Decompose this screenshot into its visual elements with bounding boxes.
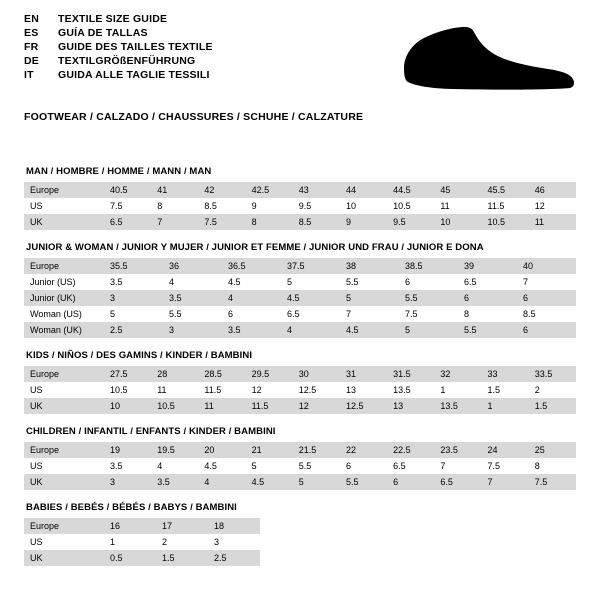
cell: 7 — [482, 474, 529, 490]
cell: 24 — [482, 442, 529, 458]
cell: 30 — [293, 366, 340, 382]
cell: 10.5 — [482, 214, 529, 230]
cell: 8 — [246, 214, 293, 230]
table-row — [24, 534, 260, 550]
cell: 9.5 — [387, 214, 434, 230]
table-row — [24, 382, 576, 398]
cell: 10.5 — [151, 398, 198, 414]
row-label: Woman (US) — [24, 306, 104, 322]
table-row — [24, 458, 576, 474]
cell: 13.5 — [434, 398, 481, 414]
row-label: UK — [24, 474, 104, 490]
cell: 5.5 — [163, 306, 222, 322]
cell: 13.5 — [387, 382, 434, 398]
cell: 3 — [104, 290, 163, 306]
cell: 4 — [281, 322, 340, 338]
cell: 3.5 — [151, 474, 198, 490]
size-table-body — [24, 518, 260, 566]
row-label: UK — [24, 550, 104, 566]
language-row — [24, 14, 213, 28]
cell: 13 — [340, 382, 387, 398]
cell: 46 — [529, 182, 576, 198]
cell: 9 — [340, 214, 387, 230]
cell: 45 — [434, 182, 481, 198]
row-label: US — [24, 458, 104, 474]
cell: 8 — [529, 458, 576, 474]
row-label: Woman (UK) — [24, 322, 104, 338]
cell: 29.5 — [246, 366, 293, 382]
cell: 5 — [340, 290, 399, 306]
section-babies — [24, 502, 576, 566]
cell: 7 — [340, 306, 399, 322]
cell: 19 — [104, 442, 151, 458]
cell: 12 — [246, 382, 293, 398]
cell: 38 — [340, 258, 399, 274]
cell: 21.5 — [293, 442, 340, 458]
cell: 4.5 — [281, 290, 340, 306]
cell: 3 — [208, 534, 260, 550]
cell: 11 — [198, 398, 245, 414]
cell: 2.5 — [208, 550, 260, 566]
cell: 10 — [434, 214, 481, 230]
row-label: Europe — [24, 518, 104, 534]
cell: 5.5 — [458, 322, 517, 338]
cell: 5 — [104, 306, 163, 322]
cell: 8.5 — [517, 306, 576, 322]
cell: 31 — [340, 366, 387, 382]
cell: 4.5 — [340, 322, 399, 338]
cell: 9.5 — [293, 198, 340, 214]
cell: 6 — [340, 458, 387, 474]
cell: 3.5 — [104, 458, 151, 474]
cell: 5.5 — [399, 290, 458, 306]
language-title: GUIDE DES TAILLES TEXTILE — [58, 41, 213, 53]
cell: 25 — [529, 442, 576, 458]
cell: 4 — [163, 274, 222, 290]
size-table-body — [24, 442, 576, 490]
cell: 8.5 — [293, 214, 340, 230]
table-row — [24, 214, 576, 230]
cell: 9 — [246, 198, 293, 214]
cell: 3.5 — [222, 322, 281, 338]
cell: 39 — [458, 258, 517, 274]
document-header — [0, 0, 600, 123]
cell: 1 — [434, 382, 481, 398]
cell: 31.5 — [387, 366, 434, 382]
cell: 1.5 — [529, 398, 576, 414]
cell: 12.5 — [293, 382, 340, 398]
language-title: TEXTILGRÖßENFÜHRUNG — [58, 55, 196, 67]
language-code: ES — [24, 27, 39, 39]
table-row — [24, 198, 576, 214]
cell: 3.5 — [104, 274, 163, 290]
section-man — [24, 166, 576, 230]
row-label: Europe — [24, 442, 104, 458]
cell: 10 — [104, 398, 151, 414]
cell: 36 — [163, 258, 222, 274]
cell: 6 — [517, 290, 576, 306]
cell: 10 — [340, 198, 387, 214]
size-table-man — [24, 182, 576, 230]
section-title: JUNIOR & WOMAN / JUNIOR Y MUJER / JUNIOR ET FEMME / JUNIOR UND FRAU / JUNIOR E DONA — [26, 242, 484, 253]
size-table-children — [24, 442, 576, 490]
cell: 40 — [517, 258, 576, 274]
cell: 11 — [434, 198, 481, 214]
cell: 27.5 — [104, 366, 151, 382]
cell: 20 — [198, 442, 245, 458]
cell: 33.5 — [529, 366, 576, 382]
row-label: UK — [24, 214, 104, 230]
cell: 44.5 — [387, 182, 434, 198]
cell: 1.5 — [482, 382, 529, 398]
row-label: Europe — [24, 258, 104, 274]
cell: 8 — [458, 306, 517, 322]
language-row — [24, 28, 213, 42]
cell: 6.5 — [458, 274, 517, 290]
cell: 3.5 — [163, 290, 222, 306]
section-title: CHILDREN / INFANTIL / ENFANTS / KINDER / BAMBINI — [26, 426, 276, 437]
cell: 0.5 — [104, 550, 156, 566]
cell: 17 — [156, 518, 208, 534]
cell: 7.5 — [198, 214, 245, 230]
language-title-list-body — [24, 14, 213, 84]
section-children — [24, 426, 576, 490]
cell: 41 — [151, 182, 198, 198]
size-table-kids — [24, 366, 576, 414]
cell: 4.5 — [198, 458, 245, 474]
language-row — [24, 42, 213, 56]
table-row — [24, 182, 576, 198]
cell: 11.5 — [482, 198, 529, 214]
cell: 19.5 — [151, 442, 198, 458]
table-row — [24, 366, 576, 382]
cell: 28.5 — [198, 366, 245, 382]
table-row — [24, 258, 576, 274]
language-title: TEXTILE SIZE GUIDE — [58, 13, 168, 25]
cell: 7 — [151, 214, 198, 230]
language-title: GUIDA ALLE TAGLIE TESSILI — [58, 69, 210, 81]
table-row — [24, 290, 576, 306]
cell: 7.5 — [529, 474, 576, 490]
section-title: KIDS / NIÑOS / DES GAMINS / KINDER / BAMBINI — [26, 350, 253, 361]
cell: 6.5 — [434, 474, 481, 490]
size-tables — [24, 166, 576, 578]
size-table-body — [24, 182, 576, 230]
cell: 44 — [340, 182, 387, 198]
size-table-body — [24, 366, 576, 414]
cell: 16 — [104, 518, 156, 534]
table-row — [24, 398, 576, 414]
cell: 4 — [151, 458, 198, 474]
cell: 36.5 — [222, 258, 281, 274]
cell: 7.5 — [399, 306, 458, 322]
section-kids — [24, 350, 576, 414]
row-label: Junior (UK) — [24, 290, 104, 306]
cell: 1 — [104, 534, 156, 550]
cell: 4.5 — [246, 474, 293, 490]
cell: 7 — [517, 274, 576, 290]
cell: 43 — [293, 182, 340, 198]
cell: 32 — [434, 366, 481, 382]
language-title-list — [24, 14, 213, 84]
section-title: MAN / HOMBRE / HOMME / MANN / MAN — [26, 166, 212, 177]
cell: 5.5 — [293, 458, 340, 474]
language-code: IT — [24, 69, 34, 81]
cell: 22 — [340, 442, 387, 458]
cell: 12 — [293, 398, 340, 414]
cell: 5 — [246, 458, 293, 474]
size-table-junior-woman — [24, 258, 576, 338]
cell: 4 — [198, 474, 245, 490]
language-code: DE — [24, 55, 39, 67]
cell: 5 — [293, 474, 340, 490]
cell: 7 — [434, 458, 481, 474]
table-row — [24, 442, 576, 458]
table-row — [24, 550, 260, 566]
cell: 11 — [529, 214, 576, 230]
cell: 4.5 — [222, 274, 281, 290]
cell: 1 — [482, 398, 529, 414]
row-label: US — [24, 382, 104, 398]
cell: 7.5 — [482, 458, 529, 474]
cell: 45.5 — [482, 182, 529, 198]
cell: 6 — [458, 290, 517, 306]
cell: 3 — [104, 474, 151, 490]
cell: 6.5 — [281, 306, 340, 322]
language-row — [24, 56, 213, 70]
category-line: FOOTWEAR / CALZADO / CHAUSSURES / SCHUHE / CALZATURE — [24, 111, 364, 123]
language-title: GUÍA DE TALLAS — [58, 27, 148, 39]
cell: 6 — [517, 322, 576, 338]
table-row — [24, 474, 576, 490]
cell: 18 — [208, 518, 260, 534]
cell: 11.5 — [198, 382, 245, 398]
cell: 12 — [529, 198, 576, 214]
cell: 10.5 — [104, 382, 151, 398]
language-code: EN — [24, 13, 39, 25]
cell: 21 — [246, 442, 293, 458]
cell: 5.5 — [340, 474, 387, 490]
cell: 1.5 — [156, 550, 208, 566]
table-row — [24, 274, 576, 290]
cell: 2 — [529, 382, 576, 398]
cell: 28 — [151, 366, 198, 382]
cell: 13 — [387, 398, 434, 414]
cell: 11.5 — [246, 398, 293, 414]
cell: 6 — [399, 274, 458, 290]
cell: 11 — [151, 382, 198, 398]
row-label: Europe — [24, 182, 104, 198]
cell: 6 — [222, 306, 281, 322]
cell: 6 — [387, 474, 434, 490]
cell: 35.5 — [104, 258, 163, 274]
cell: 8 — [151, 198, 198, 214]
section-title: BABIES / BEBÉS / BÉBÉS / BABYS / BAMBINI — [26, 502, 237, 513]
size-table-babies — [24, 518, 260, 566]
cell: 40.5 — [104, 182, 151, 198]
cell: 3 — [163, 322, 222, 338]
cell: 4 — [222, 290, 281, 306]
row-label: Europe — [24, 366, 104, 382]
cell: 23.5 — [434, 442, 481, 458]
cell: 2.5 — [104, 322, 163, 338]
cell: 8.5 — [198, 198, 245, 214]
cell: 7.5 — [104, 198, 151, 214]
row-label: Junior (US) — [24, 274, 104, 290]
cell: 42 — [198, 182, 245, 198]
cell: 5 — [399, 322, 458, 338]
table-row — [24, 518, 260, 534]
cell: 6.5 — [387, 458, 434, 474]
language-code: FR — [24, 41, 39, 53]
cell: 6.5 — [104, 214, 151, 230]
cell: 12.5 — [340, 398, 387, 414]
dress-shoe-icon — [398, 22, 578, 100]
cell: 33 — [482, 366, 529, 382]
cell: 42.5 — [246, 182, 293, 198]
table-row — [24, 322, 576, 338]
row-label: US — [24, 534, 104, 550]
size-table-body — [24, 258, 576, 338]
cell: 38.5 — [399, 258, 458, 274]
row-label: US — [24, 198, 104, 214]
cell: 2 — [156, 534, 208, 550]
cell: 22.5 — [387, 442, 434, 458]
cell: 5 — [281, 274, 340, 290]
cell: 37.5 — [281, 258, 340, 274]
language-row — [24, 70, 213, 84]
cell: 10.5 — [387, 198, 434, 214]
section-junior-woman — [24, 242, 576, 338]
row-label: UK — [24, 398, 104, 414]
cell: 5.5 — [340, 274, 399, 290]
table-row — [24, 306, 576, 322]
